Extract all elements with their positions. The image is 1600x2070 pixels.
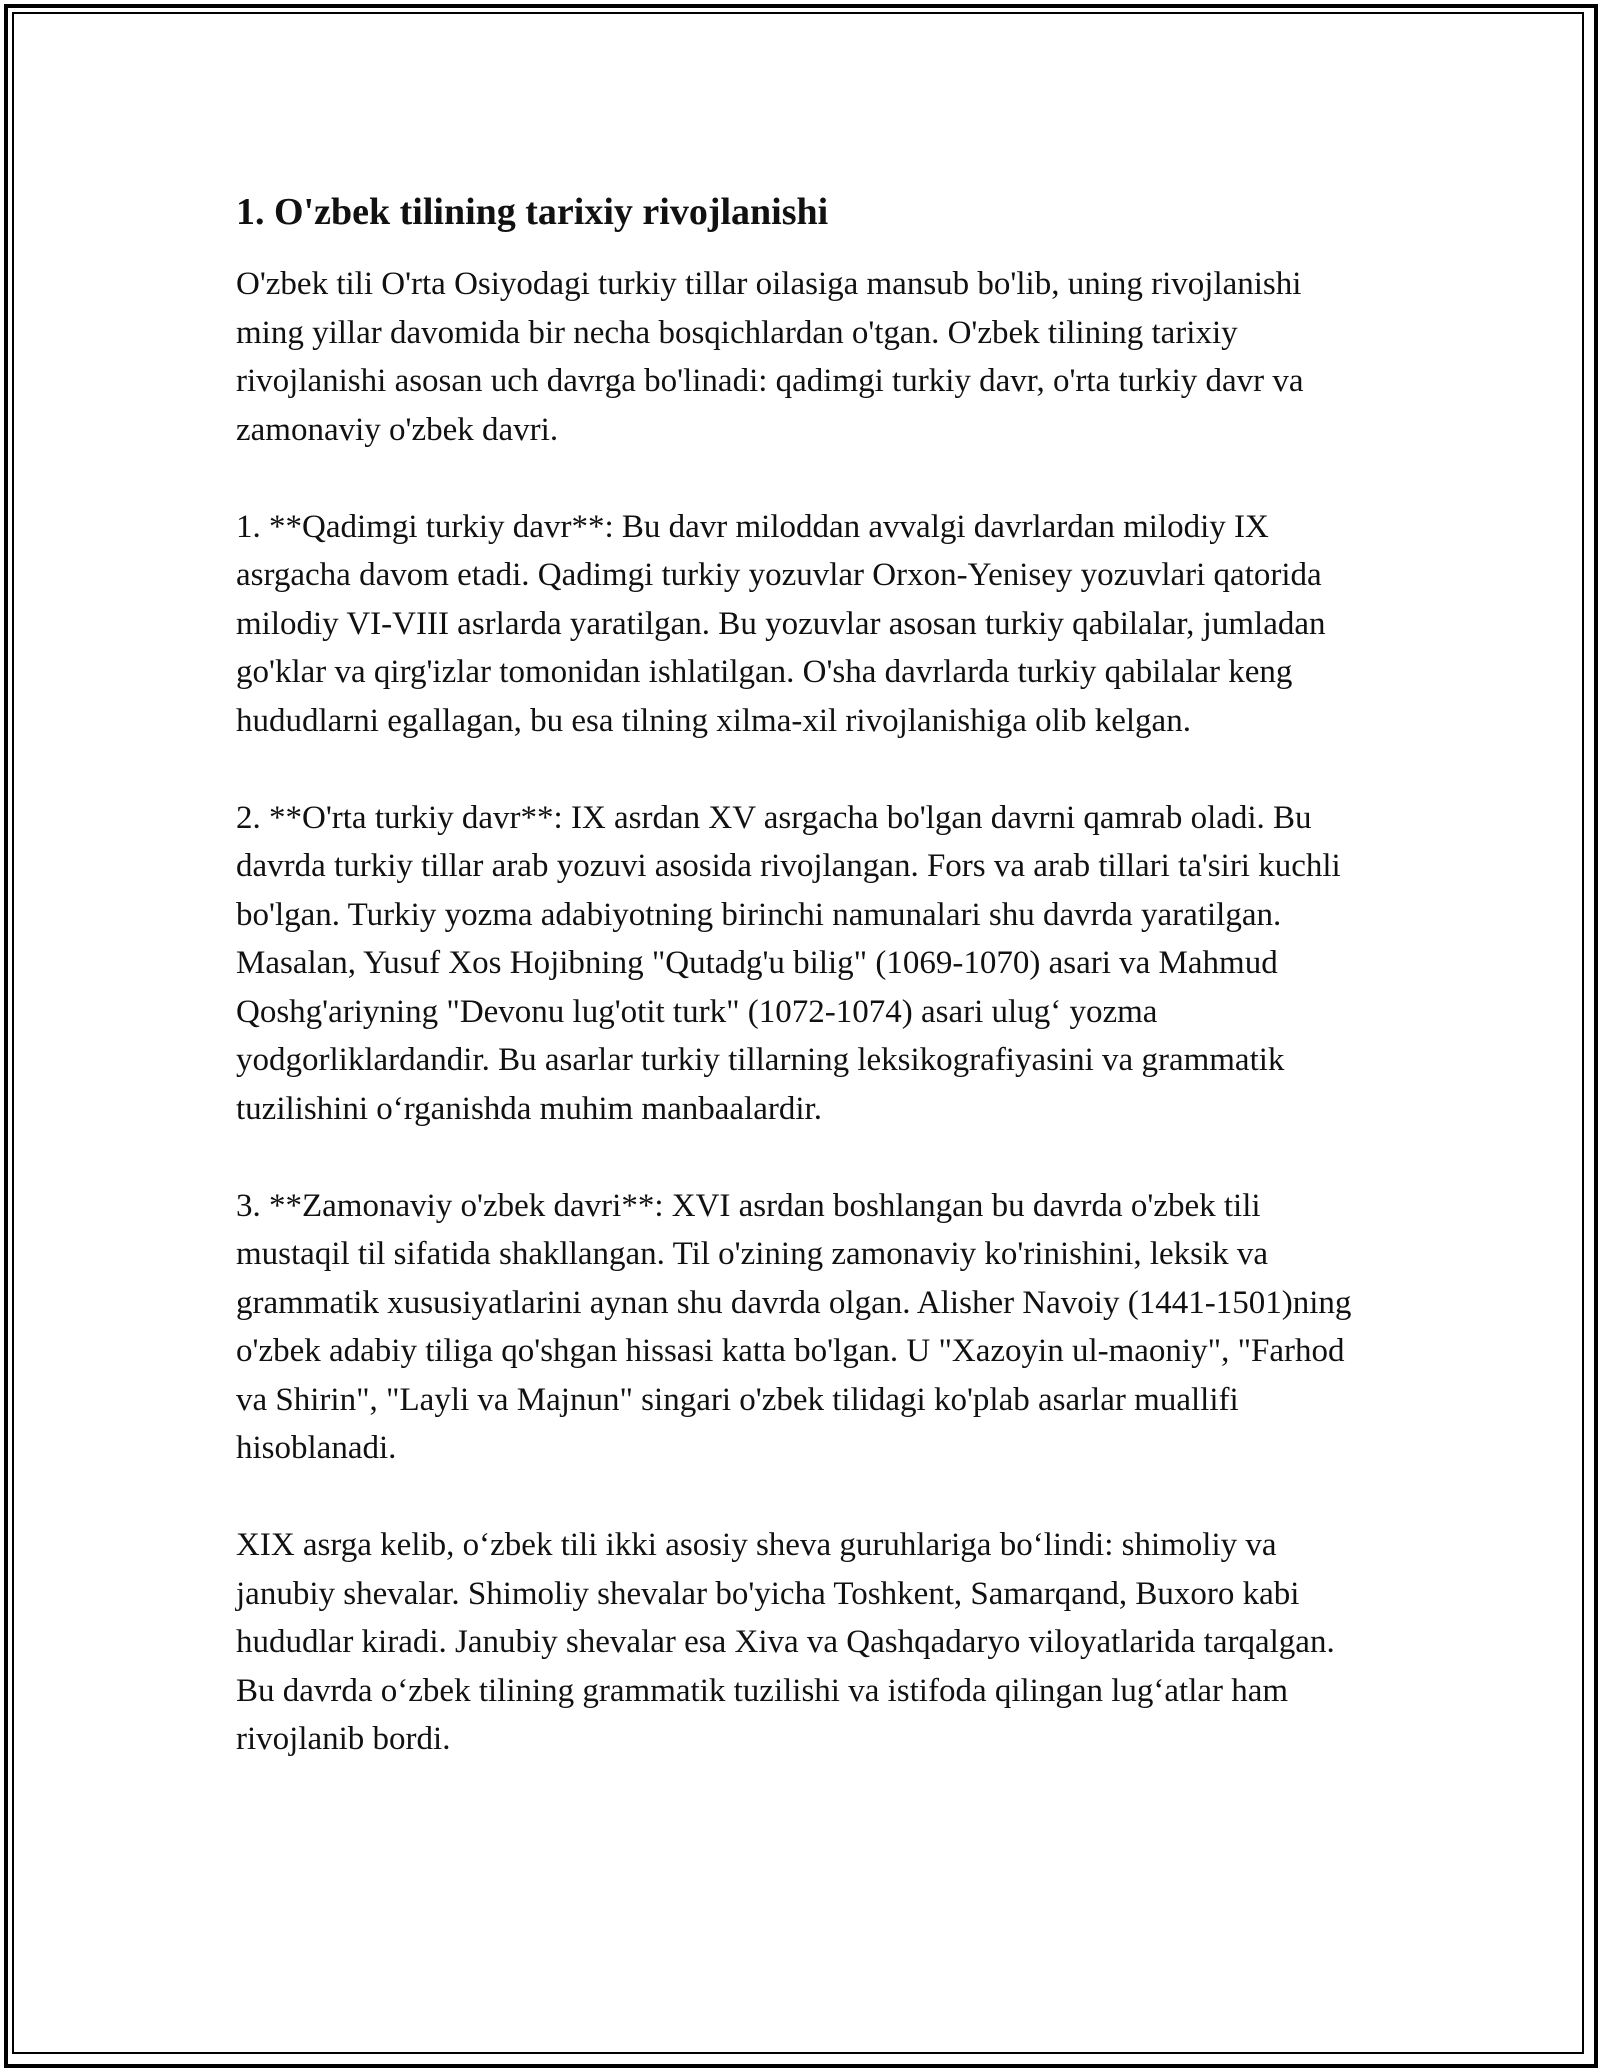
paragraph-intro: O'zbek tili O'rta Osiyodagi turkiy tillar oilasiga mansub bo'lib, uning rivojlanishi ming yillar davomida bir necha bosqichlardan o'tgan. O'zbek tilining tarixiy rivojlanishi asosan uch davrga bo'linadi: qadimgi turkiy davr, o'rta turkiy davr va zamonaviy o'zbek davri. [236,266,1304,448]
paragraph-ancient-turkic-period: 1. **Qadimgi turkiy davr**: Bu davr miloddan avvalgi davrlardan milodiy IX asrgacha davom etadi. Qadimgi turkiy yozuvlar Orxon-Yenisey yozuvlari qatorida milodiy VI-VIII asrlarda yaratilgan. Bu yozuvlar asosan turkiy qabilalar, jumladan go'klar va qirg'izlar tomonidan ishlatilgan. O'sha davrlarda turkiy qabilalar keng hududlarni egallagan, bu esa tilning xilma-xil rivojlanishiga olib kelgan. [236,508,1326,739]
paragraph-modern-uzbek-period: 3. **Zamonaviy o'zbek davri**: XVI asrdan boshlangan bu davrda o'zbek tili mustaqil til sifatida shakllangan. Til o'zining zamonaviy ko'rinishini, leksik va grammatik xususiyatlarini aynan shu davrda olgan. Alisher Navoiy (1441-1501)ning o'zbek adabiy tiliga qo'shgan hissasi katta bo'lgan. U "Xazoyin ul-maoniy", "Farhod va Shirin", "Layli va Majnun" singari o'zbek tilidagi ko'plab asarlar muallifi hisoblanadi. [236,1187,1352,1466]
paragraph-middle-turkic-period: 2. **O'rta turkiy davr**: IX asrdan XV asrgacha bo'lgan davrni qamrab oladi. Bu davrda turkiy tillar arab yozuvi asosida rivojlangan. Fors va arab tillari ta'siri kuchli bo'lgan. Turkiy yozma adabiyotning birinchi namunalari shu davrda yaratilgan. Masalan, Yusuf Xos Hojibning "Qutadg'u bilig" (1069-1070) asari va Mahmud Qoshg'ariyning "Devonu lug'otit turk" (1072-1074) asari ulug‘ yozma yodgorliklardandir. Bu asarlar turkiy tillarning leksikografiyasini va grammatik tuzilishini o‘rganishda muhim manbaalardir. [236,799,1341,1127]
paragraph-dialects: XIX asrga kelib, o‘zbek tili ikki asosiy sheva guruhlariga bo‘lindi: shimoliy va janubiy shevalar. Shimoliy shevalar bo'yicha Toshkent, Samarqand, Buxoro kabi hududlar kiradi. Janubiy shevalar esa Xiva va Qashqadaryo viloyatlarida tarqalgan. Bu davrda o‘zbek tilining grammatik tuzilishi va istifoda qilingan lug‘atlar ham rivojlanib bordi. [236,1527,1335,1757]
document-body [236,186,1376,1764]
document-heading: 1. O'zbek tilining tarixiy rivojlanishi [236,191,829,233]
